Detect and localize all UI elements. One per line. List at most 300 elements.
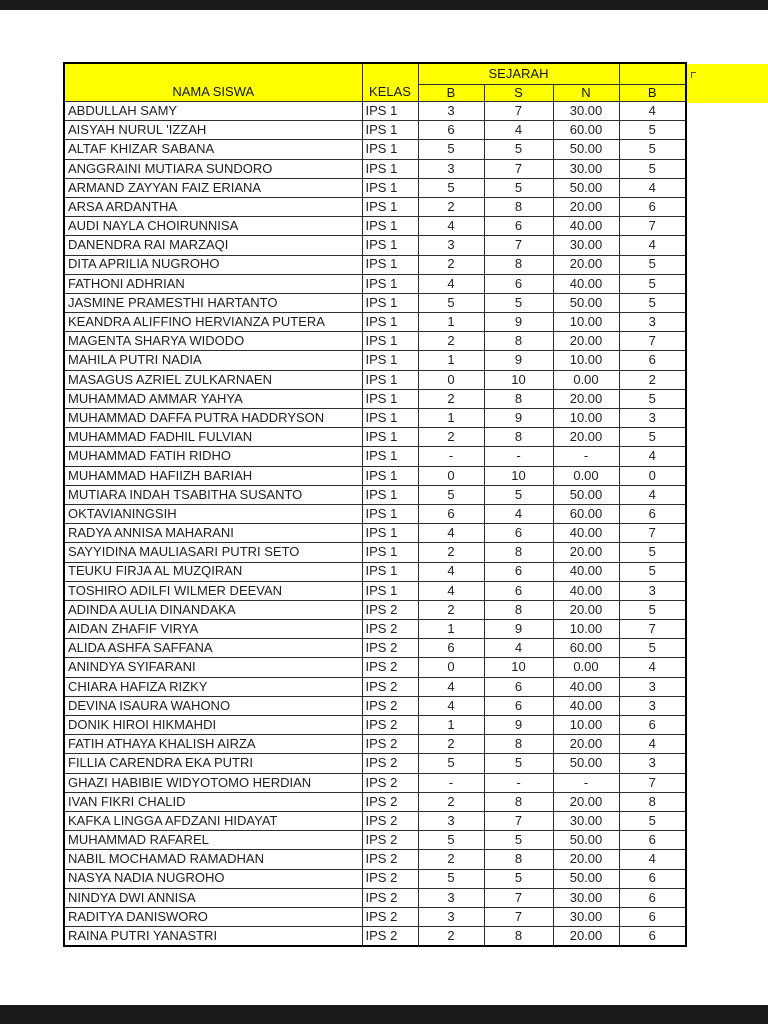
- cell-b2: 5: [619, 811, 686, 830]
- cell-n: 0.00: [553, 370, 619, 389]
- cell-b: 5: [418, 140, 484, 159]
- cell-student-name: AIDAN ZHAFIF VIRYA: [64, 620, 362, 639]
- scores-table: [63, 62, 687, 947]
- cell-b2: 5: [619, 639, 686, 658]
- cell-s: 10: [484, 370, 553, 389]
- cell-s: 5: [484, 178, 553, 197]
- table-row: [64, 504, 686, 523]
- cell-n: 30.00: [553, 236, 619, 255]
- cell-b: 4: [418, 524, 484, 543]
- cell-s: 8: [484, 792, 553, 811]
- cell-n: 20.00: [553, 927, 619, 947]
- header-extra-blank-cell: [619, 63, 686, 85]
- cell-student-name: MAHILA PUTRI NADIA: [64, 351, 362, 370]
- table-row: [64, 639, 686, 658]
- cell-s: 7: [484, 102, 553, 121]
- cell-s: 6: [484, 696, 553, 715]
- cell-b2: 5: [619, 140, 686, 159]
- table-row: [64, 102, 686, 121]
- cell-b: 4: [418, 562, 484, 581]
- cell-n: 20.00: [553, 389, 619, 408]
- cell-kelas: IPS 1: [362, 121, 418, 140]
- cell-kelas: IPS 1: [362, 562, 418, 581]
- cell-b2: 4: [619, 485, 686, 504]
- cell-b: 1: [418, 409, 484, 428]
- cell-s: 6: [484, 581, 553, 600]
- cell-b2: 6: [619, 831, 686, 850]
- cell-kelas: IPS 2: [362, 869, 418, 888]
- cell-b2: 6: [619, 197, 686, 216]
- cell-b: 2: [418, 543, 484, 562]
- cell-b: 1: [418, 620, 484, 639]
- cell-b2: 3: [619, 581, 686, 600]
- cell-s: 4: [484, 121, 553, 140]
- cell-kelas: IPS 1: [362, 236, 418, 255]
- cell-s: 6: [484, 562, 553, 581]
- cell-b2: 5: [619, 562, 686, 581]
- cell-n: 50.00: [553, 178, 619, 197]
- cell-b: 2: [418, 197, 484, 216]
- cell-b: 4: [418, 217, 484, 236]
- cell-b: 3: [418, 159, 484, 178]
- table-row: [64, 217, 686, 236]
- strip-artifact-mark: [691, 72, 696, 78]
- cell-b2: 2: [619, 370, 686, 389]
- table-row: [64, 850, 686, 869]
- cell-s: 9: [484, 351, 553, 370]
- cell-kelas: IPS 2: [362, 600, 418, 619]
- cell-b2: 5: [619, 293, 686, 312]
- cell-student-name: FILLIA CARENDRA EKA PUTRI: [64, 754, 362, 773]
- cell-b: 0: [418, 658, 484, 677]
- table-row: [64, 159, 686, 178]
- cell-student-name: NINDYA DWI ANNISA: [64, 888, 362, 907]
- cell-b2: 4: [619, 658, 686, 677]
- header-col-b: B: [418, 85, 484, 102]
- cell-student-name: ALIDA ASHFA SAFFANA: [64, 639, 362, 658]
- cell-n: 10.00: [553, 409, 619, 428]
- cell-b2: 5: [619, 543, 686, 562]
- cell-b2: 5: [619, 428, 686, 447]
- cell-b2: 5: [619, 389, 686, 408]
- cell-b: 5: [418, 293, 484, 312]
- cell-student-name: MUHAMMAD AMMAR YAHYA: [64, 389, 362, 408]
- table-row: [64, 255, 686, 274]
- cell-s: 5: [484, 140, 553, 159]
- cell-kelas: IPS 2: [362, 716, 418, 735]
- cell-student-name: CHIARA HAFIZA RIZKY: [64, 677, 362, 696]
- cell-kelas: IPS 1: [362, 466, 418, 485]
- table-row: [64, 581, 686, 600]
- header-kelas: KELAS: [362, 63, 418, 102]
- header-col-s: S: [484, 85, 553, 102]
- cell-b: 2: [418, 332, 484, 351]
- cell-b: 2: [418, 850, 484, 869]
- cell-n: 50.00: [553, 485, 619, 504]
- table-row: [64, 485, 686, 504]
- cell-n: 20.00: [553, 332, 619, 351]
- cell-b: 0: [418, 466, 484, 485]
- cell-b2: 6: [619, 716, 686, 735]
- cell-s: 9: [484, 409, 553, 428]
- cell-b2: 4: [619, 850, 686, 869]
- cell-student-name: NABIL MOCHAMAD RAMADHAN: [64, 850, 362, 869]
- cell-s: 5: [484, 293, 553, 312]
- cell-b2: 3: [619, 696, 686, 715]
- cell-kelas: IPS 1: [362, 389, 418, 408]
- cell-n: 10.00: [553, 620, 619, 639]
- cell-b2: 4: [619, 447, 686, 466]
- cell-n: 40.00: [553, 524, 619, 543]
- cell-kelas: IPS 2: [362, 658, 418, 677]
- cell-n: 50.00: [553, 831, 619, 850]
- cell-student-name: KEANDRA ALIFFINO HERVIANZA PUTERA: [64, 313, 362, 332]
- cell-s: 7: [484, 236, 553, 255]
- cell-b2: 0: [619, 466, 686, 485]
- cell-kelas: IPS 1: [362, 197, 418, 216]
- cell-kelas: IPS 2: [362, 792, 418, 811]
- cell-b: -: [418, 773, 484, 792]
- table-row: [64, 869, 686, 888]
- cell-student-name: ALTAF KHIZAR SABANA: [64, 140, 362, 159]
- cell-kelas: IPS 1: [362, 370, 418, 389]
- cell-student-name: DEVINA ISAURA WAHONO: [64, 696, 362, 715]
- cell-s: 7: [484, 159, 553, 178]
- cell-b2: 6: [619, 927, 686, 947]
- cell-student-name: MUTIARA INDAH TSABITHA SUSANTO: [64, 485, 362, 504]
- cell-n: 50.00: [553, 293, 619, 312]
- cell-student-name: JASMINE PRAMESTHI HARTANTO: [64, 293, 362, 312]
- cell-student-name: DANENDRA RAI MARZAQI: [64, 236, 362, 255]
- cell-b2: 3: [619, 754, 686, 773]
- cell-n: 0.00: [553, 466, 619, 485]
- cell-b2: 5: [619, 121, 686, 140]
- cell-b: 0: [418, 370, 484, 389]
- cell-s: 5: [484, 831, 553, 850]
- cell-student-name: TEUKU FIRJA AL MUZQIRAN: [64, 562, 362, 581]
- cell-kelas: IPS 1: [362, 140, 418, 159]
- cell-student-name: RADYA ANNISA MAHARANI: [64, 524, 362, 543]
- cell-b2: 6: [619, 888, 686, 907]
- cell-n: 20.00: [553, 428, 619, 447]
- table-row: [64, 236, 686, 255]
- cell-b2: 6: [619, 907, 686, 926]
- cell-b: 4: [418, 696, 484, 715]
- cell-b2: 7: [619, 620, 686, 639]
- cell-kelas: IPS 1: [362, 504, 418, 523]
- cell-s: 8: [484, 543, 553, 562]
- cell-s: 6: [484, 677, 553, 696]
- header-row-subject: [64, 63, 686, 85]
- cell-s: 8: [484, 389, 553, 408]
- table-row: [64, 754, 686, 773]
- table-row: [64, 658, 686, 677]
- cell-kelas: IPS 1: [362, 255, 418, 274]
- table-row: [64, 293, 686, 312]
- cell-kelas: IPS 1: [362, 428, 418, 447]
- cell-student-name: MAGENTA SHARYA WIDODO: [64, 332, 362, 351]
- cell-s: 8: [484, 332, 553, 351]
- cell-n: 60.00: [553, 504, 619, 523]
- cell-n: 40.00: [553, 677, 619, 696]
- cell-s: 6: [484, 217, 553, 236]
- table-row: [64, 927, 686, 947]
- cell-b: 3: [418, 102, 484, 121]
- cell-n: 40.00: [553, 562, 619, 581]
- cell-kelas: IPS 2: [362, 907, 418, 926]
- cell-b: 2: [418, 927, 484, 947]
- cell-b2: 3: [619, 409, 686, 428]
- cell-b: 2: [418, 792, 484, 811]
- cell-n: 40.00: [553, 217, 619, 236]
- cell-kelas: IPS 2: [362, 811, 418, 830]
- header-col-n: N: [553, 85, 619, 102]
- cell-kelas: IPS 1: [362, 351, 418, 370]
- cell-student-name: AUDI NAYLA CHOIRUNNISA: [64, 217, 362, 236]
- table-row: [64, 716, 686, 735]
- cell-b: 2: [418, 255, 484, 274]
- cell-kelas: IPS 2: [362, 773, 418, 792]
- cell-b2: 7: [619, 332, 686, 351]
- table-row: [64, 409, 686, 428]
- cell-kelas: IPS 1: [362, 274, 418, 293]
- cell-s: 8: [484, 600, 553, 619]
- cell-student-name: MASAGUS AZRIEL ZULKARNAEN: [64, 370, 362, 389]
- header-nama-siswa: NAMA SISWA: [64, 63, 362, 102]
- table-row: [64, 792, 686, 811]
- cell-n: 60.00: [553, 639, 619, 658]
- cell-kelas: IPS 1: [362, 178, 418, 197]
- cell-student-name: MUHAMMAD HAFIIZH BARIAH: [64, 466, 362, 485]
- cell-b: 5: [418, 485, 484, 504]
- cell-student-name: ARSA ARDANTHA: [64, 197, 362, 216]
- cell-s: 7: [484, 888, 553, 907]
- cell-s: -: [484, 447, 553, 466]
- cell-student-name: FATIH ATHAYA KHALISH AIRZA: [64, 735, 362, 754]
- cell-b: 6: [418, 121, 484, 140]
- cell-b2: 6: [619, 504, 686, 523]
- cell-kelas: IPS 2: [362, 696, 418, 715]
- cell-n: 30.00: [553, 159, 619, 178]
- cell-student-name: MUHAMMAD RAFAREL: [64, 831, 362, 850]
- cell-b: 3: [418, 811, 484, 830]
- cell-n: 20.00: [553, 600, 619, 619]
- cell-kelas: IPS 2: [362, 888, 418, 907]
- cell-b2: 8: [619, 792, 686, 811]
- cell-n: 20.00: [553, 255, 619, 274]
- header-subject-sejarah: SEJARAH: [418, 63, 619, 85]
- cell-student-name: MUHAMMAD DAFFA PUTRA HADDRYSON: [64, 409, 362, 428]
- cell-student-name: DONIK HIROI HIKMAHDI: [64, 716, 362, 735]
- cell-s: 4: [484, 504, 553, 523]
- cell-kelas: IPS 2: [362, 927, 418, 947]
- cell-b2: 7: [619, 773, 686, 792]
- cell-n: 50.00: [553, 754, 619, 773]
- cell-s: 7: [484, 811, 553, 830]
- cell-s: 8: [484, 197, 553, 216]
- cell-b2: 4: [619, 236, 686, 255]
- table-row: [64, 428, 686, 447]
- cell-student-name: FATHONI ADHRIAN: [64, 274, 362, 293]
- cell-s: 9: [484, 313, 553, 332]
- cell-n: 60.00: [553, 121, 619, 140]
- cell-b: 6: [418, 504, 484, 523]
- cell-b: 5: [418, 754, 484, 773]
- table-row: [64, 274, 686, 293]
- header-col-b2: B: [619, 85, 686, 102]
- cell-s: -: [484, 773, 553, 792]
- cell-b: 5: [418, 178, 484, 197]
- cell-kelas: IPS 1: [362, 447, 418, 466]
- cell-b2: 7: [619, 524, 686, 543]
- cell-student-name: ABDULLAH SAMY: [64, 102, 362, 121]
- table-row: [64, 907, 686, 926]
- cell-b: 6: [418, 639, 484, 658]
- cell-student-name: MUHAMMAD FATIH RIDHO: [64, 447, 362, 466]
- cell-s: 10: [484, 466, 553, 485]
- cell-b: 3: [418, 907, 484, 926]
- cell-kelas: IPS 1: [362, 524, 418, 543]
- table-row: [64, 140, 686, 159]
- cell-n: 40.00: [553, 696, 619, 715]
- cell-n: 30.00: [553, 907, 619, 926]
- cell-n: 50.00: [553, 869, 619, 888]
- cell-n: 20.00: [553, 735, 619, 754]
- table-row: [64, 773, 686, 792]
- table-row: [64, 121, 686, 140]
- cell-student-name: KAFKA LINGGA AFDZANI HIDAYAT: [64, 811, 362, 830]
- cell-kelas: IPS 1: [362, 409, 418, 428]
- table-row: [64, 351, 686, 370]
- cell-kelas: IPS 2: [362, 831, 418, 850]
- cell-s: 10: [484, 658, 553, 677]
- cell-kelas: IPS 1: [362, 313, 418, 332]
- cell-n: -: [553, 447, 619, 466]
- table-row: [64, 466, 686, 485]
- table-row: [64, 600, 686, 619]
- cell-s: 5: [484, 754, 553, 773]
- cell-s: 8: [484, 255, 553, 274]
- table-body: [64, 102, 686, 947]
- cell-kelas: IPS 1: [362, 102, 418, 121]
- highlight-strip: [687, 64, 768, 103]
- cell-s: 7: [484, 907, 553, 926]
- cell-kelas: IPS 1: [362, 217, 418, 236]
- cell-n: 10.00: [553, 313, 619, 332]
- table-row: [64, 178, 686, 197]
- cell-b2: 7: [619, 217, 686, 236]
- cell-kelas: IPS 1: [362, 159, 418, 178]
- table-row: [64, 735, 686, 754]
- cell-student-name: ARMAND ZAYYAN FAIZ ERIANA: [64, 178, 362, 197]
- cell-b: 1: [418, 313, 484, 332]
- cell-student-name: DITA APRILIA NUGROHO: [64, 255, 362, 274]
- cell-s: 8: [484, 927, 553, 947]
- cell-n: 10.00: [553, 351, 619, 370]
- cell-kelas: IPS 2: [362, 639, 418, 658]
- cell-student-name: RADITYA DANISWORO: [64, 907, 362, 926]
- cell-kelas: IPS 1: [362, 332, 418, 351]
- cell-n: 30.00: [553, 888, 619, 907]
- cell-b: 3: [418, 236, 484, 255]
- table-row: [64, 543, 686, 562]
- cell-n: 40.00: [553, 581, 619, 600]
- table-row: [64, 677, 686, 696]
- cell-s: 5: [484, 869, 553, 888]
- table-row: [64, 524, 686, 543]
- cell-student-name: OKTAVIANINGSIH: [64, 504, 362, 523]
- cell-b: 2: [418, 600, 484, 619]
- cell-s: 6: [484, 274, 553, 293]
- cell-b: 3: [418, 888, 484, 907]
- cell-b2: 4: [619, 102, 686, 121]
- table-row: [64, 696, 686, 715]
- cell-n: 20.00: [553, 543, 619, 562]
- cell-b: 1: [418, 351, 484, 370]
- cell-student-name: GHAZI HABIBIE WIDYOTOMO HERDIAN: [64, 773, 362, 792]
- cell-student-name: ANGGRAINI MUTIARA SUNDORO: [64, 159, 362, 178]
- cell-b: 4: [418, 677, 484, 696]
- cell-s: 9: [484, 620, 553, 639]
- cell-student-name: ANINDYA SYIFARANI: [64, 658, 362, 677]
- cell-s: 4: [484, 639, 553, 658]
- cell-student-name: AISYAH NURUL 'IZZAH: [64, 121, 362, 140]
- cell-kelas: IPS 1: [362, 581, 418, 600]
- cell-b2: 6: [619, 351, 686, 370]
- cell-s: 6: [484, 524, 553, 543]
- cell-kelas: IPS 2: [362, 754, 418, 773]
- table-row: [64, 562, 686, 581]
- cell-student-name: MUHAMMAD FADHIL FULVIAN: [64, 428, 362, 447]
- cell-kelas: IPS 2: [362, 677, 418, 696]
- cell-n: 30.00: [553, 811, 619, 830]
- cell-student-name: ADINDA AULIA DINANDAKA: [64, 600, 362, 619]
- table-row: [64, 370, 686, 389]
- cell-b: 1: [418, 716, 484, 735]
- cell-b: 2: [418, 735, 484, 754]
- cell-student-name: IVAN FIKRI CHALID: [64, 792, 362, 811]
- cell-n: 20.00: [553, 197, 619, 216]
- cell-b: 2: [418, 428, 484, 447]
- cell-b2: 4: [619, 735, 686, 754]
- cell-b2: 3: [619, 677, 686, 696]
- cell-b: -: [418, 447, 484, 466]
- cell-n: 20.00: [553, 792, 619, 811]
- table-row: [64, 620, 686, 639]
- table-row: [64, 447, 686, 466]
- cell-kelas: IPS 2: [362, 850, 418, 869]
- table-row: [64, 888, 686, 907]
- cell-n: 20.00: [553, 850, 619, 869]
- cell-b2: 3: [619, 313, 686, 332]
- cell-s: 8: [484, 428, 553, 447]
- cell-s: 5: [484, 485, 553, 504]
- cell-n: 50.00: [553, 140, 619, 159]
- cell-kelas: IPS 2: [362, 620, 418, 639]
- cell-s: 8: [484, 735, 553, 754]
- cell-b2: 6: [619, 869, 686, 888]
- cell-b2: 5: [619, 274, 686, 293]
- cell-s: 8: [484, 850, 553, 869]
- cell-b: 2: [418, 389, 484, 408]
- cell-n: -: [553, 773, 619, 792]
- table-row: [64, 313, 686, 332]
- table-row: [64, 831, 686, 850]
- cell-b: 4: [418, 274, 484, 293]
- cell-student-name: TOSHIRO ADILFI WILMER DEEVAN: [64, 581, 362, 600]
- cell-kelas: IPS 1: [362, 293, 418, 312]
- cell-b: 5: [418, 831, 484, 850]
